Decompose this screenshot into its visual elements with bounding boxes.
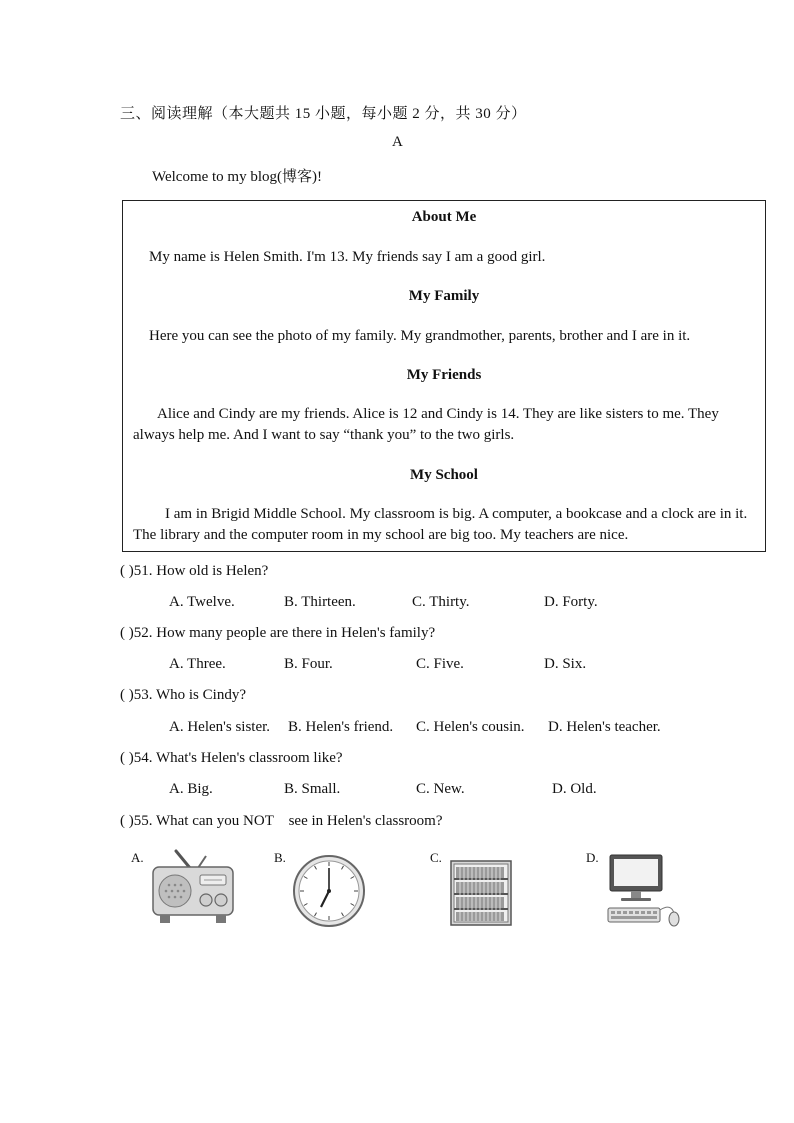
picture-option-c-label: C. bbox=[430, 850, 442, 865]
about-me-heading: About Me bbox=[411, 209, 477, 225]
picture-option-b-label: B. bbox=[274, 850, 286, 865]
answer-blank[interactable]: ( ) bbox=[120, 750, 134, 766]
question-51-option-a: A. Twelve. bbox=[169, 594, 235, 610]
question-54-option-d: D. Old. bbox=[552, 781, 597, 797]
question-53-option-b: B. Helen's friend. bbox=[288, 719, 394, 735]
answer-blank[interactable]: ( ) bbox=[120, 625, 134, 641]
section-title: 三、阅读理解（本大题共 15 小题，每小题 2 分，共 30 分） bbox=[120, 106, 527, 122]
blog-box bbox=[122, 200, 766, 552]
question-54-option-b: B. Small. bbox=[284, 781, 341, 797]
question-stem: 55. What can you NOT see in Helen's classroom? bbox=[133, 813, 443, 829]
question-54-option-a: A. Big. bbox=[169, 781, 213, 797]
clock-icon bbox=[292, 854, 366, 933]
computer-icon bbox=[606, 853, 682, 932]
passage-letter: A bbox=[392, 134, 403, 150]
question-52-option-c: C. Five. bbox=[416, 656, 464, 672]
picture-option-a-label: A. bbox=[131, 850, 144, 865]
question-52-option-d: D. Six. bbox=[544, 656, 587, 672]
question-55 bbox=[120, 813, 443, 830]
my-friends-text: Alice and Cindy are my friends. Alice is 12 and Cindy is 14. They are like sisters to me. They always help me. And I want to say “thank you” to the two girls. bbox=[133, 406, 719, 443]
question-stem: 51. How old is Helen? bbox=[133, 563, 269, 579]
my-friends-heading: My Friends bbox=[406, 367, 482, 383]
question-53-option-c: C. Helen's cousin. bbox=[416, 719, 525, 735]
about-me-text: My name is Helen Smith. I'm 13. My friends say I am a good girl. bbox=[149, 249, 546, 265]
answer-blank[interactable]: ( ) bbox=[120, 813, 134, 829]
question-53-option-d: D. Helen's teacher. bbox=[548, 719, 661, 735]
my-school-text: I am in Brigid Middle School. My classroom is big. A computer, a bookcase and a clock are in it. The library and the computer room in my school are big too. My teachers are nice. bbox=[133, 506, 748, 543]
question-stem: 54. What's Helen's classroom like? bbox=[133, 750, 343, 766]
question-stem: 52. How many people are there in Helen's family? bbox=[133, 625, 436, 641]
question-51 bbox=[120, 563, 268, 580]
question-54-option-c: C. New. bbox=[416, 781, 465, 797]
blog-welcome: Welcome to my blog(博客)! bbox=[152, 169, 323, 185]
question-52-option-a: A. Three. bbox=[169, 656, 226, 672]
question-51-option-b: B. Thirteen. bbox=[284, 594, 356, 610]
question-53 bbox=[120, 687, 246, 704]
my-school-heading: My School bbox=[410, 467, 478, 483]
question-54 bbox=[120, 750, 343, 767]
question-stem: 53. Who is Cindy? bbox=[133, 687, 246, 703]
question-51-option-c: C. Thirty. bbox=[412, 594, 470, 610]
question-51-option-d: D. Forty. bbox=[544, 594, 598, 610]
question-52-option-b: B. Four. bbox=[284, 656, 333, 672]
question-53-option-a: A. Helen's sister. bbox=[169, 719, 271, 735]
radio-icon bbox=[150, 848, 236, 931]
my-family-heading: My Family bbox=[408, 288, 480, 304]
my-family-text: Here you can see the photo of my family. My grandmother, parents, brother and I are in it. bbox=[149, 328, 691, 344]
question-52 bbox=[120, 625, 435, 642]
bookcase-icon bbox=[450, 860, 512, 931]
answer-blank[interactable]: ( ) bbox=[120, 687, 134, 703]
picture-option-d-label: D. bbox=[586, 850, 599, 865]
answer-blank[interactable]: ( ) bbox=[120, 563, 134, 579]
